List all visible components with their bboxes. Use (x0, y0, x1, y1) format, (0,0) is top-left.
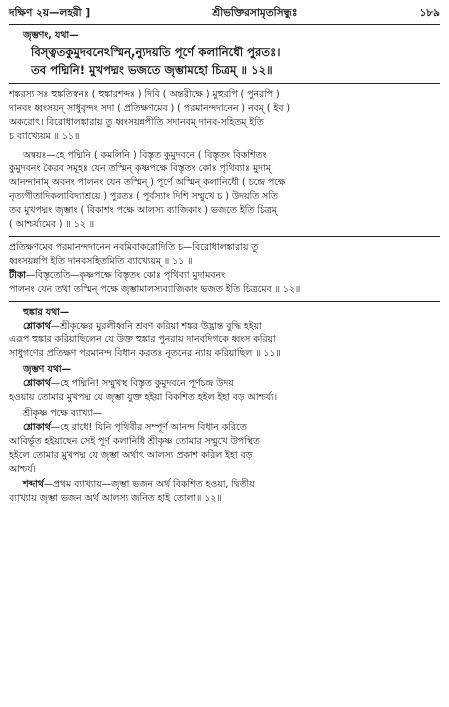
commentary-line: অকরোৎ। বিরোধালঙ্কারায় তু ধ্বংসয়ন্নপীতি সদানবম্ দানব-সহিতম্ ইতি (9, 116, 264, 128)
commentary-line: প্রতিক্ষণমেব পরমানন্দদানেন নবমিবাকরোদিতি চ—বিরোধালঙ্কারায় তু (9, 241, 259, 253)
divider (9, 301, 440, 302)
sanskrit-commentary-2 (9, 149, 440, 232)
sloka-label: শ্লোকার্থ (23, 320, 51, 332)
verse-block (9, 43, 440, 79)
tika-label: টীকা (9, 269, 26, 281)
translation-line: আশ্চর্য। (9, 463, 36, 475)
sanskrit-commentary-1 (9, 88, 440, 144)
section-title: শ্রীকৃষ্ণ পক্ষে ব্যাখ্যা— (23, 407, 103, 419)
commentary-line: পালনং যেন তথা তস্মিন্‌ পক্ষে জৃম্ভামালস্যব্যাজিকাং ভজত ইতি চিত্রমেব ॥ ১২॥ (9, 283, 301, 295)
commentary-line: অন্বয়ঃ—হে পদ্মিনি ( কমলিনি ) বিস্তৃত কুমুদবনে ( বিস্তৃতং বিকশিতং (23, 149, 267, 161)
verse-line: তব পদ্মিনি! মুখপদ্মং ভজতে জৃম্ভামহো চিত্রম্ ॥ ১২॥ (31, 62, 273, 77)
divider (9, 83, 440, 84)
verse-intro: জৃম্ভণং, যথা— (23, 30, 79, 41)
running-header (9, 6, 440, 22)
bengali-translation (9, 306, 440, 507)
commentary-line: দানবং ধ্বংসয়ন্‌ সাধুবৃন্দং সদা ( প্রতিক্ষণমেব ) ( পরমানন্দদানেন ) নবম্ ( ইব ) (9, 102, 291, 114)
commentary-line: ( আশ্চর্য্যমেব ) ॥ ১২ ॥ (9, 219, 94, 231)
commentary-line: কুমুদবনং কৈরব সমূহঃ যেন তস্মিন্‌ কৃষ্ণপক্ষে বিস্তৃতং কোঃ পৃথিব্যাঃ মুদাম্‌ (9, 163, 271, 175)
header-left: দক্ষিণ ২য়—লহরী ] (9, 7, 91, 19)
translation-line: সাধুগণের প্রতিক্ষণ পরমানন্দ বিধান করতঃ নূতনের ন্যায় করিয়াছিল ॥ ১১॥ (9, 348, 281, 360)
sloka-text: —হে রাধে! যিনি পৃথিবীর সম্পূর্ণ আনন্দ বিধান করিতে (50, 421, 247, 433)
tika-text: —বিস্তৃতেতি—কৃষ্ণপক্ষে বিস্তৃতং কোঃ পৃথিব্যা মুদামবনং (25, 269, 225, 281)
shabdartha-text: —প্রথম ব্যাখ্যায়—জৃম্ভা ভজন অর্থ বিকশিত হওয়া, দ্বিতীয় (43, 479, 255, 491)
commentary-line: চ ব্যাখ্যেয়ম ॥ ১১॥ (9, 130, 80, 142)
header-center: শ্রীভক্তিরসামৃতসিন্ধুঃ (212, 7, 298, 19)
verse-line: বিস্ত্বতকুমুদবনেঽস্মিন্‌,ন্যুদয়তি পূর্ণে কলানিধৌ পুরতঃ। (31, 44, 281, 59)
commentary-line: ধ্বংসয়ন্নপি ইতি দানবসহিতমিতি ব্যাখ্যেয়ম্‌ ॥ ১১ ॥ (9, 255, 193, 267)
commentary-line: শঙ্করস্য সঃ হুঙ্কতিস্বনঃ ( হুঙ্কারশব্দঃ ) দিবি ( অন্তরীক্ষে ) মুহুরপি ( পুনরপি ) (9, 88, 280, 100)
translation-line: ব্যাখ্যায় জৃম্ভা ভজন অর্থ আলস্য জনিত হাই তোলা॥ ১২॥ (9, 493, 222, 505)
translation-line: আবির্ভূত হইয়াছেন সেই পূর্ণ কলানিধি শ্রীকৃষ্ণ তোমার সম্মুখে উপস্থিত (9, 435, 260, 447)
shabdartha-label: শব্দার্থ (23, 479, 44, 491)
section-title: হুঙ্কার যথা— (23, 306, 70, 318)
sanskrit-commentary-3 (9, 241, 440, 297)
translation-line: হওয়ায় তোমার মুখপদ্ম যে জৃম্ভা যুক্ত হইয়া বিকশিত হইল ইহা বড় আশ্চর্য্য। (9, 392, 278, 404)
sloka-text: —শ্রীকৃষ্ণের মুরলীধ্বনি শ্রবণ করিয়া শঙ্কর উদ্ভ্রান্ত বুদ্ধি হইয়া (50, 320, 262, 332)
commentary-line: নৃত্যগীতাদিকলাবিদ্যাশ্রয়ে ) পুরতঃ ( পূর্বস্যাং দিশি সম্মুখে চ ) উদয়তি সতি (9, 191, 278, 203)
translation-line: হইলে তোমার মুখপদ্ম যে জৃম্ভা অর্থাৎ আলস্য প্রকাশ করিল ইহা বড় (9, 449, 253, 461)
commentary-line: তব মুখপদ্মং জৃম্ভাং ( বিকাশং পক্ষে আলস্য ব্যাজিকাং ) ভজতে ইতি চিত্রম্‌ (9, 205, 277, 217)
commentary-line: আনন্দানাম্‌ অবনং পালনং যেন তস্মিন্‌ ) পূর্ণে অস্মিন্‌ কলানিধৌ ( চন্দ্রে পক্ষে (9, 177, 286, 189)
sloka-text: —হে পদ্মিনি! সম্মুখস্থ বিস্তৃত কুমুদবনে পূর্ণচন্দ্র উদয় (50, 378, 234, 390)
sloka-label: শ্লোকার্থ (23, 421, 51, 433)
divider (9, 236, 440, 237)
translation-line: এরূপ হুঙ্কার করিয়াছিলেন যে উক্ত হুঙ্কার পুনরায় দানবদিগকে ধ্বংস করিয়া (9, 334, 276, 346)
header-rule (9, 24, 440, 25)
section-title: জৃম্ভণ যথা— (23, 364, 71, 376)
page-number: ১৮৯ (419, 7, 440, 19)
sloka-label: শ্লোকার্থ (23, 378, 51, 390)
